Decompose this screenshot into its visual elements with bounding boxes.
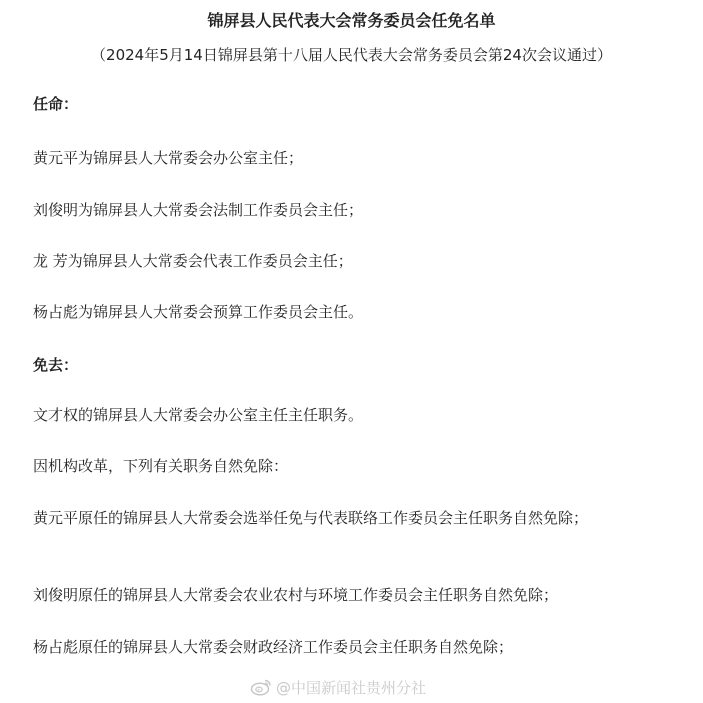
- weibo-icon: [250, 678, 272, 696]
- appointment-item: 黄元平为锦屏县人大常委会办公室主任；: [33, 149, 304, 167]
- removal-item: 杨占彪原任的锦屏县人大常委会财政经济工作委员会主任职务自然免除；: [33, 638, 514, 656]
- appointment-item: 龙 芳为锦屏县人大常委会代表工作委员会主任；: [33, 252, 353, 270]
- removal-item: 因机构改革，下列有关职务自然免除：: [33, 457, 289, 475]
- appointment-item: 杨占彪为锦屏县人大常委会预算工作委员会主任。: [33, 303, 364, 321]
- remove-heading: 免去：: [33, 356, 79, 374]
- removal-item: 黄元平原任的锦屏县人大常委会选举任免与代表联络工作委员会主任职务自然免除；: [33, 509, 589, 527]
- removal-item: 刘俊明原任的锦屏县人大常委会农业农村与环境工作委员会主任职务自然免除；: [33, 586, 559, 604]
- appointment-item: 刘俊明为锦屏县人大常委会法制工作委员会主任；: [33, 201, 364, 219]
- watermark: [250, 676, 426, 698]
- watermark-text: @中国新闻社贵州分社: [276, 678, 427, 697]
- page-subtitle: （2024年5月14日锦屏县第十八届人民代表大会常务委员会第24次会议通过）: [91, 46, 612, 64]
- page-title: 锦屏县人民代表大会常务委员会任免名单: [207, 11, 496, 30]
- appoint-heading: 任命：: [33, 95, 79, 113]
- removal-item: 文才权的锦屏县人大常委会办公室主任主任职务。: [33, 406, 364, 424]
